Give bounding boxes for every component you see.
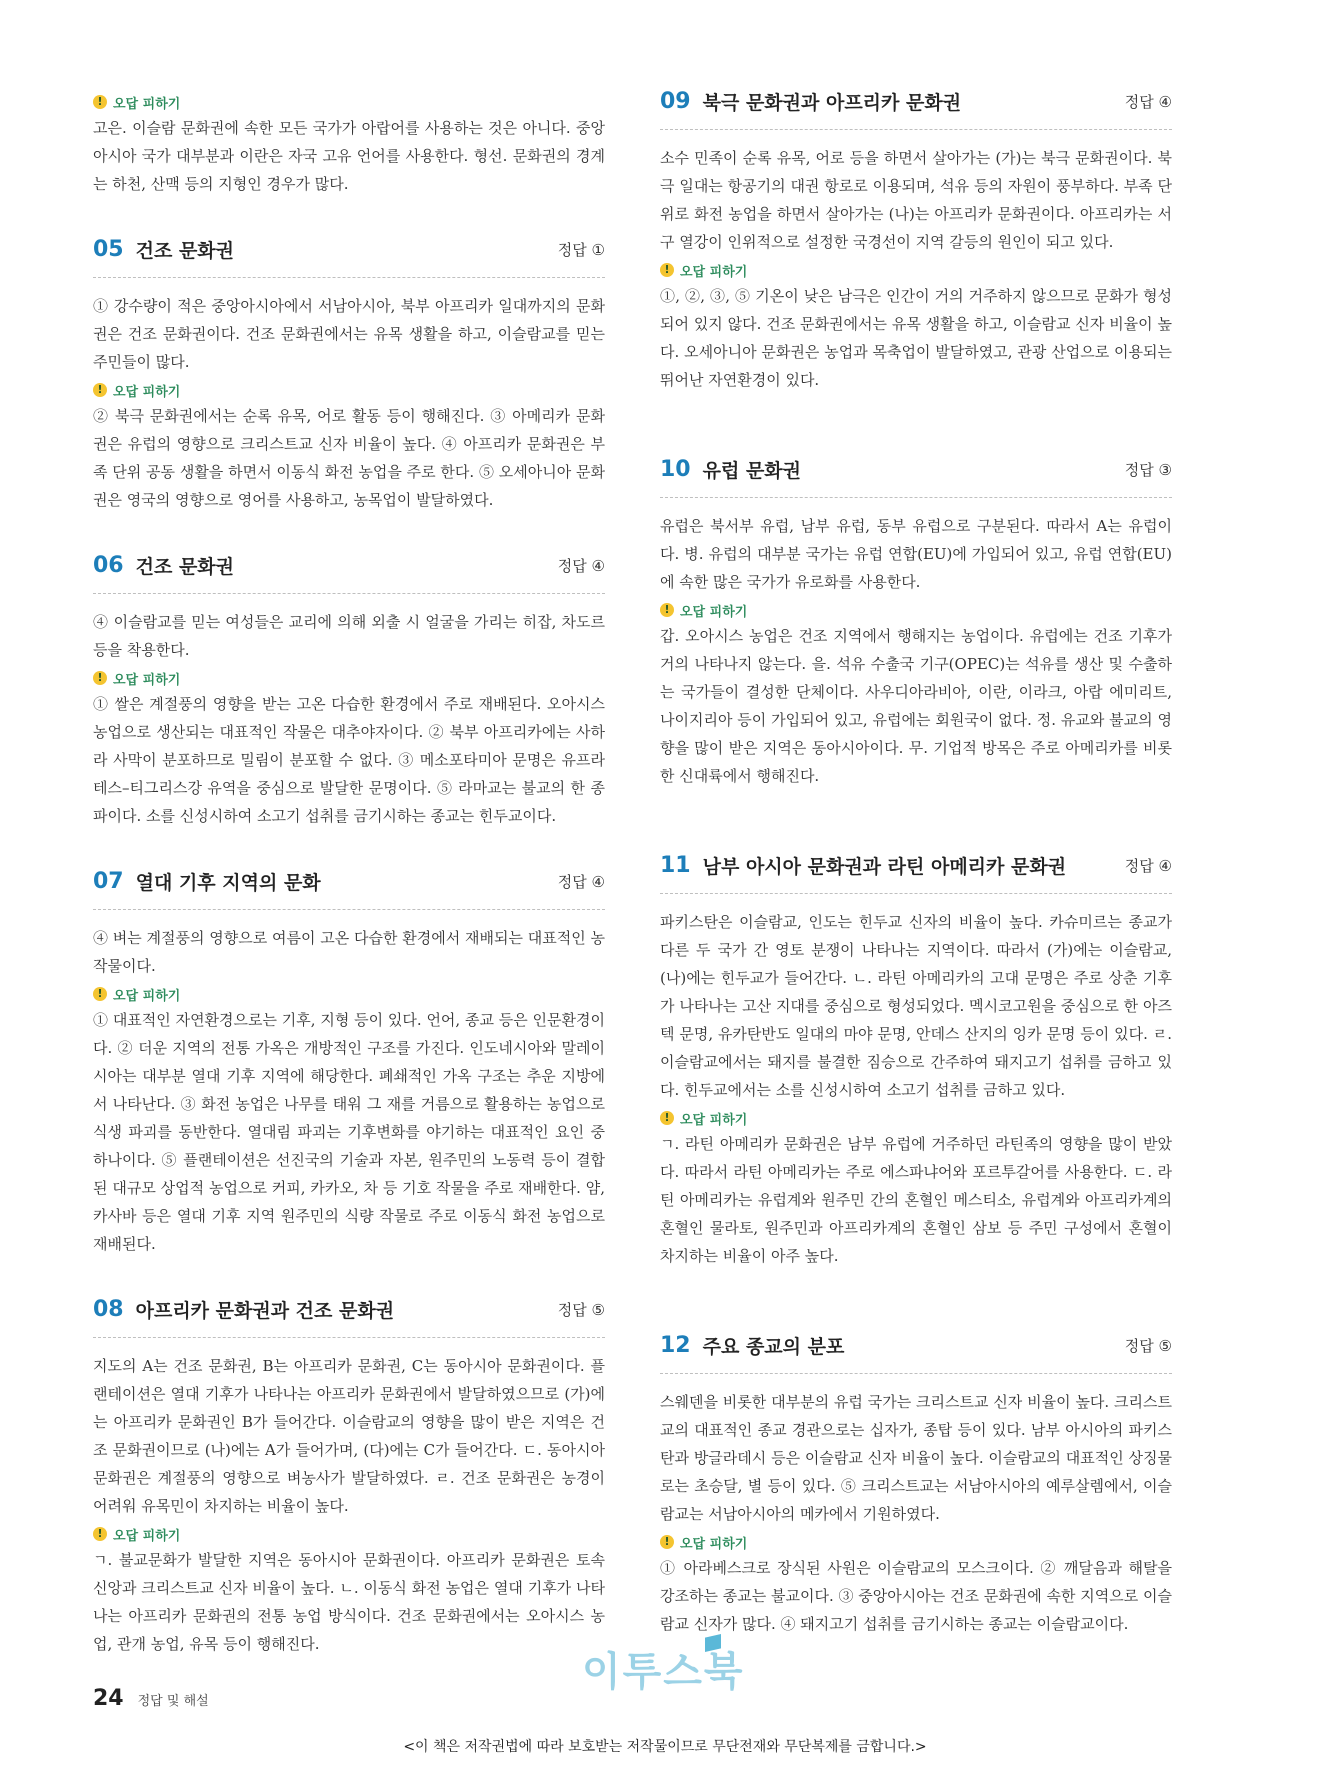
- answer-label: 정답 ⑤: [557, 1301, 605, 1319]
- section-11: [660, 852, 1172, 1270]
- exclamation-icon: !: [93, 383, 107, 397]
- section-title: 열대 기후 지역의 문화: [135, 872, 321, 894]
- section-10: [660, 456, 1172, 790]
- section-title: 주요 종교의 분포: [702, 1336, 845, 1358]
- section-title: 건조 문화권: [135, 240, 235, 262]
- avoid-body: ㄱ. 불교문화가 발달한 지역은 동아시아 문화권이다. 아프리카 문화권은 토속 신앙과 크리스트교 신자 비율이 높다. ㄴ. 이동식 화전 농업은 열대 기후가 나타나는 아프리카 문화권의 전통 농업 방식이다. 건조 문화권에서는 오아시스 농업, 관개 농업, 유목 등이 행해진다.: [93, 1551, 605, 1653]
- avoid-label: ! 오답 피하기: [93, 1522, 605, 1546]
- exclamation-icon: !: [660, 1535, 674, 1549]
- avoid-label: ! 오답 피하기: [660, 258, 1172, 282]
- section-body: 스웨덴을 비롯한 대부분의 유럽 국가는 크리스트교 신자 비율이 높다. 크리스트교의 대표적인 종교 경관으로는 십자가, 종탑 등이 있다. 남부 아시아의 파키스탄과 방글라데시 등은 이슬람교 신자 비율이 높다. 이슬람교의 대표적인 상징물로는 초승달, 별 등이 있다. ⑤ 크리스트교는 서남아시아의 예루살렘에서, 이슬람교는 서남아시아의 메카에서 기원하였다.: [660, 1393, 1172, 1523]
- avoid-body: 갑. 오아시스 농업은 건조 지역에서 행해지는 농업이다. 유럽에는 건조 기후가 거의 나타나지 않는다. 을. 석유 수출국 기구(OPEC)는 석유를 생산 및 수출하는 국가들이 결성한 단체이다. 사우디아라비아, 이란, 이라크, 아랍 에미리트, 나이지리아 등이 가입되어 있고, 유럽에는 회원국이 없다. 정. 유교와 불교의 영향을 많이 받은 지역은 동아시아이다. 무. 기업적 방목은 주로 아메리카를 비롯한 신대륙에서 행해진다.: [660, 627, 1172, 785]
- section-number: 10: [660, 457, 691, 482]
- section-05: [93, 236, 605, 514]
- section-body: 유럽은 북서부 유럽, 남부 유럽, 동부 유럽으로 구분된다. 따라서 A는 유럽이다. 병. 유럽의 대부분 국가는 유럽 연합(EU)에 가입되어 있고, 유럽 연합(EU)에 속한 많은 국가가 유로화를 사용한다.: [660, 517, 1172, 591]
- avoid-label: ! 오답 피하기: [93, 378, 605, 402]
- section-09: [660, 88, 1172, 394]
- exclamation-icon: !: [93, 987, 107, 1001]
- copyright-notice: <이 책은 저작권법에 따라 보호받는 저작물이므로 무단전재와 무단복제를 금합니다.>: [403, 1739, 927, 1755]
- section-12: [660, 1332, 1172, 1638]
- answer-label: 정답 ④: [1124, 857, 1172, 875]
- section-header: [93, 1296, 605, 1338]
- avoid-body: ① 쌀은 계절풍의 영향을 받는 고온 다습한 환경에서 주로 재배된다. 오아시스 농업으로 생산되는 대표적인 작물은 대추야자이다. ② 북부 아프리카에는 사하라 사막이 분포하므로 밀림이 분포할 수 없다. ③ 메소포타미아 문명은 유프라테스–티그리스강 유역을 중심으로 발달한 문명이다. ⑤ 라마교는 불교의 한 종파이다. 소를 신성시하여 소고기 섭취를 금기시하는 종교는 힌두교이다.: [93, 695, 605, 825]
- avoid-label: ! 오답 피하기: [660, 1530, 1172, 1554]
- section-title: 건조 문화권: [135, 556, 235, 578]
- exclamation-icon: !: [660, 1111, 674, 1125]
- exclamation-icon: !: [93, 671, 107, 685]
- section-header: [660, 456, 1172, 498]
- avoid-label: ! 오답 피하기: [93, 982, 605, 1006]
- avoid-label: ! 오답 피하기: [660, 1106, 1172, 1130]
- section-title: 아프리카 문화권과 건조 문화권: [135, 1300, 395, 1322]
- section-title: 남부 아시아 문화권과 라틴 아메리카 문화권: [702, 856, 1067, 878]
- answer-label: 정답 ⑤: [1124, 1337, 1172, 1355]
- section-number: 11: [660, 853, 691, 878]
- avoid-body: ① 아라베스크로 장식된 사원은 이슬람교의 모스크이다. ② 깨달음과 해탈을 강조하는 종교는 불교이다. ③ 중앙아시아는 건조 문화권에 속한 지역으로 이슬람교 신자가 많다. ④ 돼지고기 섭취를 금기시하는 종교는 이슬람교이다.: [660, 1559, 1172, 1633]
- section-header: [660, 852, 1172, 894]
- avoid-label: ! 오답 피하기: [660, 598, 1172, 622]
- section-body: ④ 벼는 계절풍의 영향으로 여름이 고온 다습한 환경에서 재배되는 대표적인 농작물이다.: [93, 929, 605, 975]
- section-number: 12: [660, 1333, 691, 1358]
- right-column: [660, 88, 1172, 1676]
- section-08: [93, 1296, 605, 1658]
- section-06: [93, 552, 605, 830]
- avoid-body: ② 북극 문화권에서는 순록 유목, 어로 활동 등이 행해진다. ③ 아메리카 문화권은 유럽의 영향으로 크리스트교 신자 비율이 높다. ④ 아프리카 문화권은 부족 단위 공동 생활을 하면서 이동식 화전 농업을 주로 한다. ⑤ 오세아니아 문화권은 영국의 영향으로 영어를 사용하고, 농목업이 발달하였다.: [93, 407, 605, 509]
- answer-label: 정답 ④: [1124, 93, 1172, 111]
- section-number: 05: [93, 237, 124, 262]
- section-number: 06: [93, 553, 124, 578]
- answer-label: 정답 ③: [1124, 461, 1172, 479]
- intro-body: 고은. 이슬람 문화권에 속한 모든 국가가 아랍어를 사용하는 것은 아니다. 중앙아시아 국가 대부분과 이란은 자국 고유 언어를 사용한다. 형선. 문화권의 경계는 하천, 산맥 등의 지형인 경우가 많다.: [93, 119, 605, 193]
- section-number: 09: [660, 89, 691, 114]
- left-column: [93, 88, 605, 1696]
- avoid-body: ①, ②, ③, ⑤ 기온이 낮은 남극은 인간이 거의 거주하지 않으므로 문화가 형성되어 있지 않다. 건조 문화권에서는 유목 생활을 하고, 이슬람교 신자 비율이 높다. 오세아니아 문화권은 농업과 목축업이 발달하였고, 관광 산업으로 이용되는 뛰어난 자연환경이 있다.: [660, 287, 1172, 389]
- section-header: [93, 552, 605, 594]
- section-body: 소수 민족이 순록 유목, 어로 등을 하면서 살아가는 (가)는 북극 문화권이다. 북극 일대는 항공기의 대권 항로로 이용되며, 석유 등의 자원이 풍부하다. 부족 단위로 화전 농업을 하면서 살아가는 (나)는 아프리카 문화권이다. 아프리카는 서구 열강이 인위적으로 설정한 국경선이 지역 갈등의 원인이 되고 있다.: [660, 149, 1172, 251]
- avoid-label: ! 오답 피하기: [93, 666, 605, 690]
- answer-label: 정답 ①: [557, 241, 605, 259]
- section-number: 08: [93, 1297, 124, 1322]
- section-body: ① 강수량이 적은 중앙아시아에서 서남아시아, 북부 아프리카 일대까지의 문화권은 건조 문화권이다. 건조 문화권에서는 유목 생활을 하고, 이슬람교를 믿는 주민들이 많다.: [93, 297, 605, 371]
- exclamation-icon: !: [93, 1527, 107, 1541]
- answer-label: 정답 ④: [557, 557, 605, 575]
- section-header: [93, 868, 605, 910]
- avoid-label: ! 오답 피하기: [93, 90, 605, 114]
- answer-label: 정답 ④: [557, 873, 605, 891]
- avoid-body: ㄱ. 라틴 아메리카 문화권은 남부 유럽에 거주하던 라틴족의 영향을 많이 받았다. 따라서 라틴 아메리카는 주로 에스파냐어와 포르투갈어를 사용한다. ㄷ. 라틴 아메리카는 유럽계와 원주민 간의 혼혈인 메스티소, 유럽계와 아프리카계의 혼혈인 물라토, 원주민과 아프리카계의 혼혈인 삼보 등 주민 구성에서 혼혈이 차지하는 비율이 아주 높다.: [660, 1135, 1172, 1265]
- avoid-body: ① 대표적인 자연환경으로는 기후, 지형 등이 있다. 언어, 종교 등은 인문환경이다. ② 더운 지역의 전통 가옥은 개방적인 구조를 가진다. 인도네시아와 말레이시아는 대부분 열대 기후 지역에 해당한다. 폐쇄적인 가옥 구조는 추운 지방에서 나타난다. ③ 화전 농업은 나무를 태워 그 재를 거름으로 활용하는 농업으로 식생 파괴를 동반한다. 열대림 파괴는 기후변화를 야기하는 대표적인 요인 중 하나이다. ⑤ 플랜테이션은 선진국의 기술과 자본, 원주민의 노동력 등이 결합된 대규모 상업적 농업으로 커피, 카카오, 차 등 기호 작물을 주로 재배한다. 얌, 카사바 등은 열대 기후 지역 원주민의 식량 작물로 주로 이동식 화전 농업으로 재배된다.: [93, 1011, 605, 1253]
- page-number: 24: [93, 1686, 124, 1711]
- section-title: 북극 문화권과 아프리카 문화권: [702, 92, 962, 114]
- publisher-watermark: 이투스북: [582, 1649, 745, 1695]
- page-footer: [93, 1686, 209, 1711]
- page-label: 정답 및 해설: [137, 1694, 209, 1709]
- section-07: [93, 868, 605, 1258]
- section-title: 유럽 문화권: [702, 460, 802, 482]
- exclamation-icon: !: [93, 95, 107, 109]
- exclamation-icon: !: [660, 603, 674, 617]
- section-body: 지도의 A는 건조 문화권, B는 아프리카 문화권, C는 동아시아 문화권이다. 플랜테이션은 열대 기후가 나타나는 아프리카 문화권에서 발달하였으므로 (가)에는 아프리카 문화권인 B가 들어간다. 이슬람교의 영향을 많이 받은 지역은 건조 문화권이므로 (나)에는 A가 들어가며, (다)에는 C가 들어간다. ㄷ. 동아시아 문화권은 계절풍의 영향으로 벼농사가 발달하였다. ㄹ. 건조 문화권은 농경이 어려워 유목민이 차지하는 비율이 높다.: [93, 1357, 605, 1515]
- section-number: 07: [93, 869, 124, 894]
- intro-avoid-block: [93, 90, 605, 198]
- section-body: ④ 이슬람교를 믿는 여성들은 교리에 의해 외출 시 얼굴을 가리는 히잡, 차도르 등을 착용한다.: [93, 613, 605, 659]
- section-header: [660, 88, 1172, 130]
- section-header: [93, 236, 605, 278]
- section-header: [660, 1332, 1172, 1374]
- section-body: 파키스탄은 이슬람교, 인도는 힌두교 신자의 비율이 높다. 카슈미르는 종교가 다른 두 국가 간 영토 분쟁이 나타나는 지역이다. 따라서 (가)에는 이슬람교, (나)에는 힌두교가 들어간다. ㄴ. 라틴 아메리카의 고대 문명은 주로 상춘 기후가 나타나는 고산 지대를 중심으로 형성되었다. 멕시코고원을 중심으로 한 아즈텍 문명, 유카탄반도 일대의 마야 문명, 안데스 산지의 잉카 문명 등이 있다. ㄹ. 이슬람교에서는 돼지를 불결한 짐승으로 간주하여 돼지고기 섭취를 금하고 있다. 힌두교에서는 소를 신성시하여 소고기 섭취를 금하고 있다.: [660, 913, 1172, 1099]
- exclamation-icon: !: [660, 263, 674, 277]
